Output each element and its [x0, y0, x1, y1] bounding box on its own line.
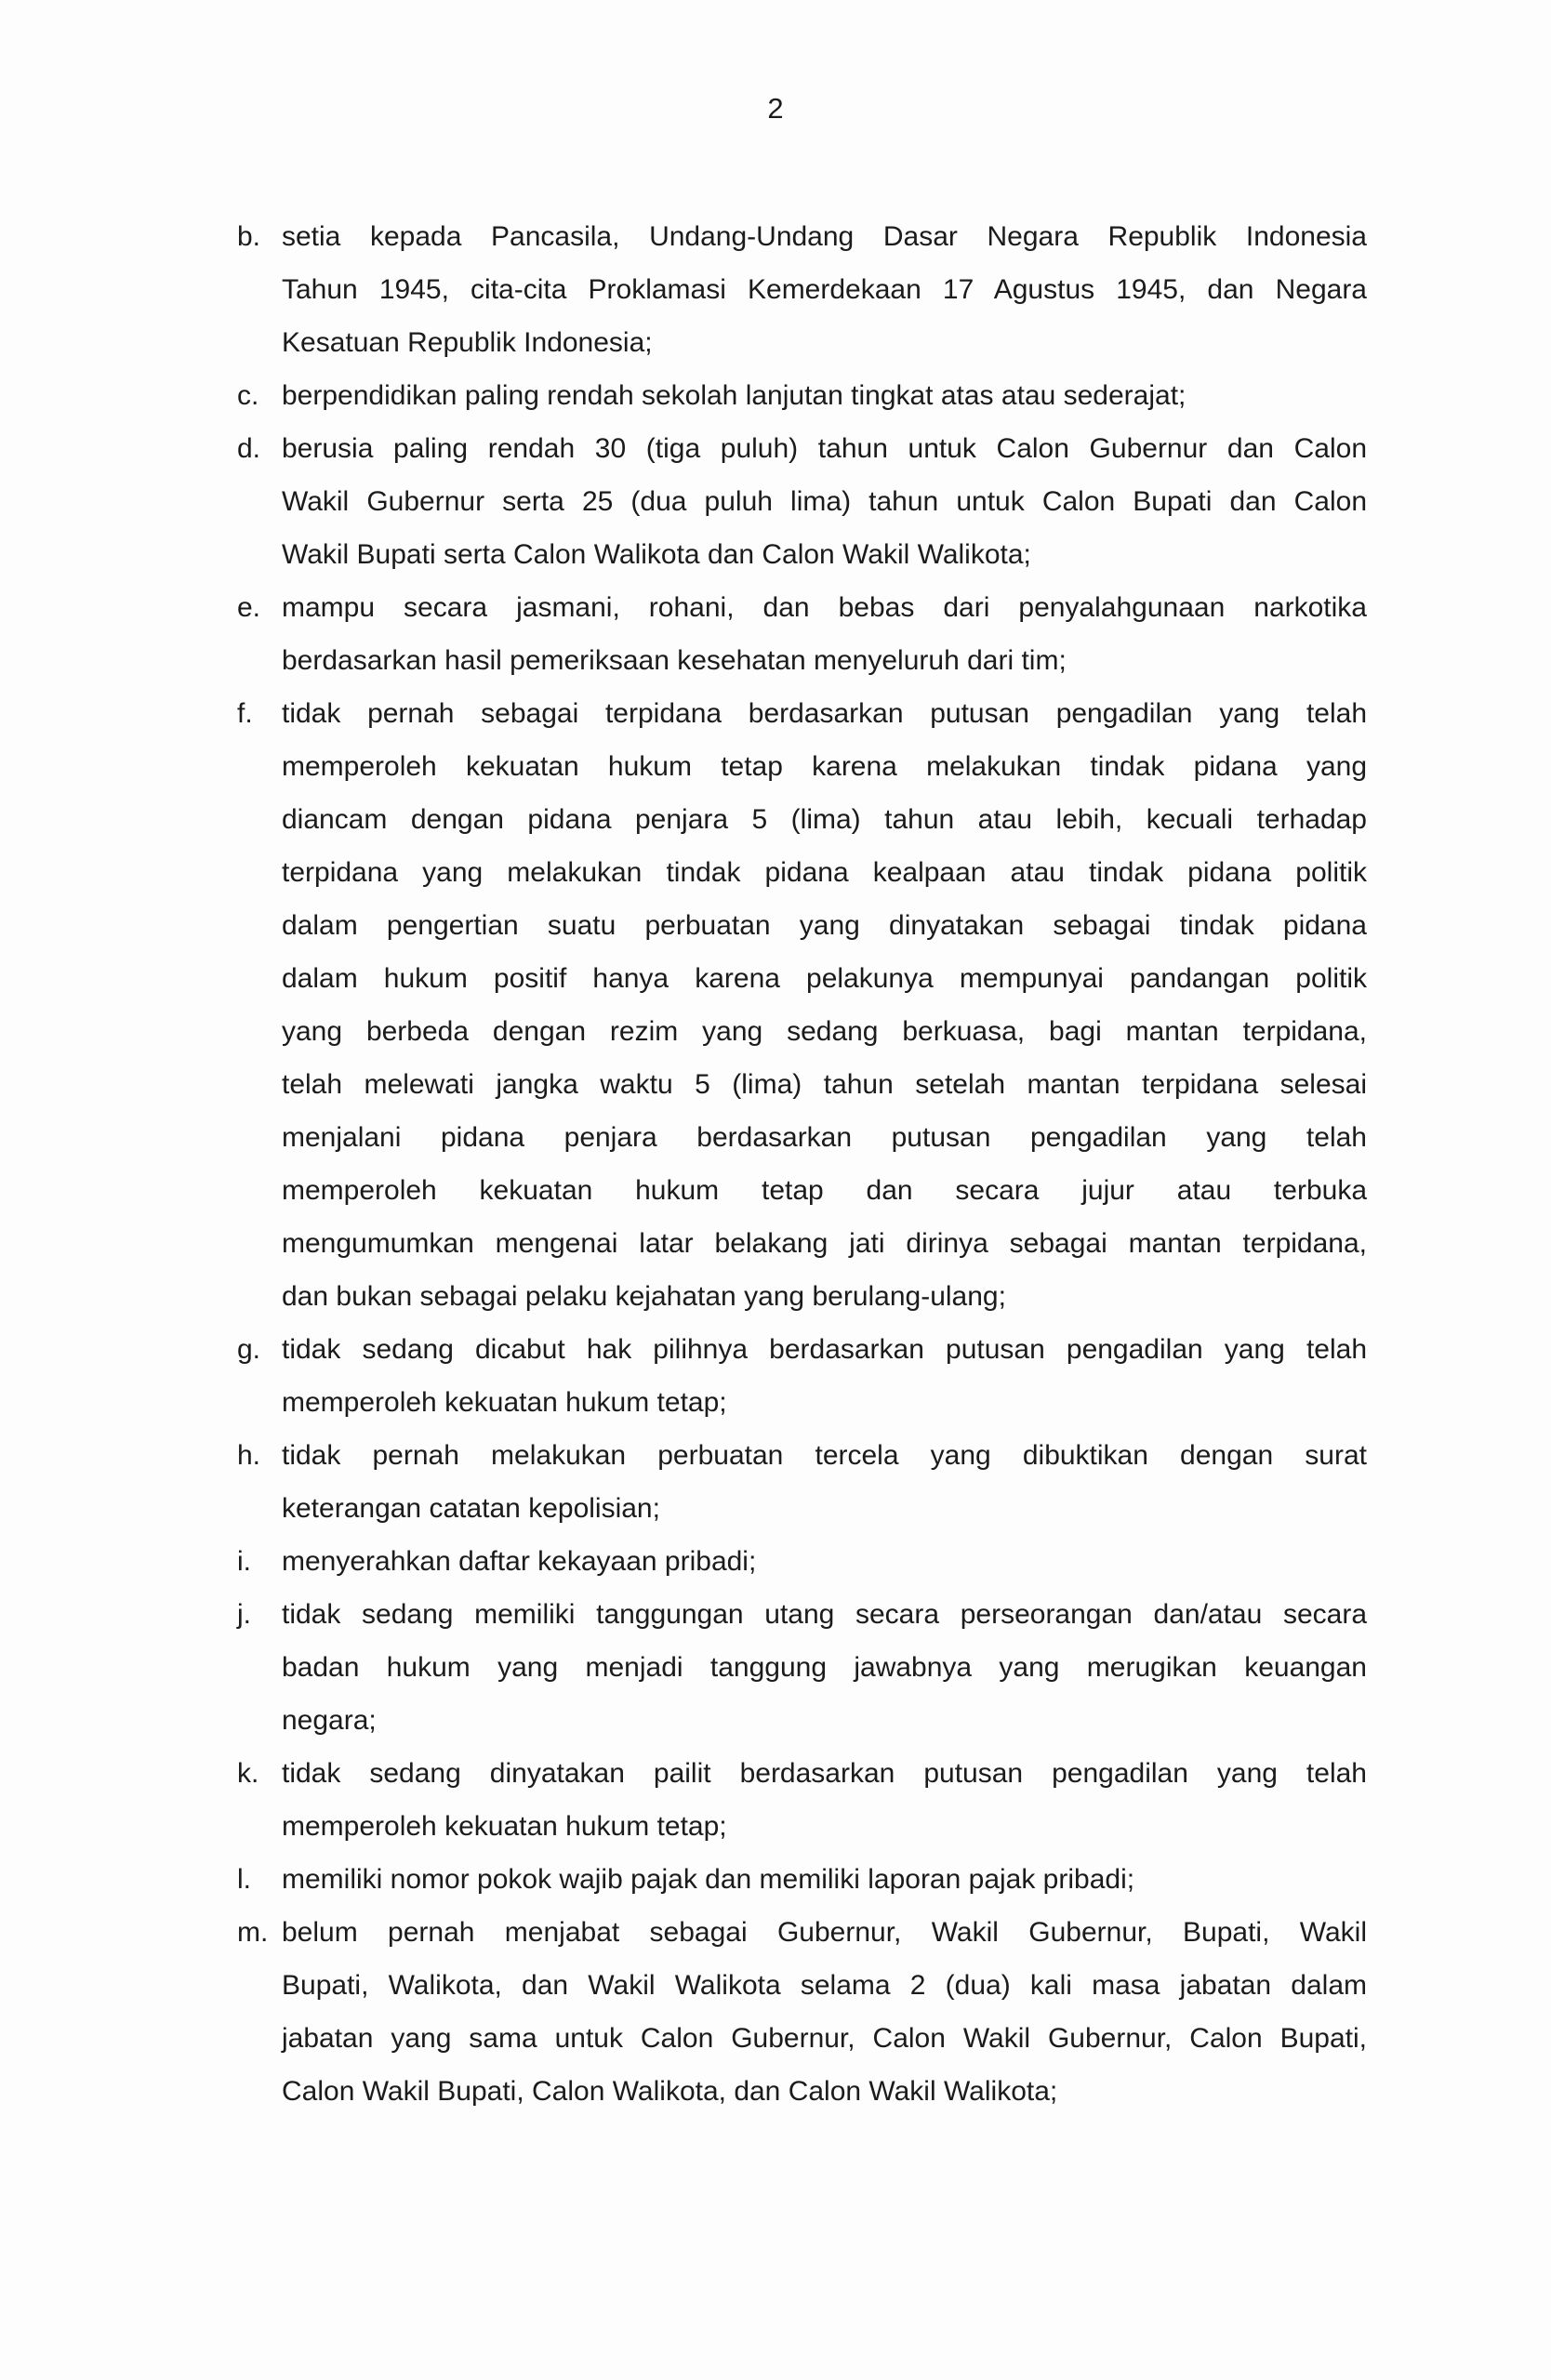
text-line: jabatan yang sama untuk Calon Gubernur, Calon Wakil Gubernur, Calon Bupati,: [282, 2023, 1367, 2054]
text-line: dalam hukum positif hanya karena pelakunya mempunyai pandangan politik: [282, 963, 1367, 994]
text-line: badan hukum yang menjadi tanggung jawabnya yang merugikan keuangan: [282, 1652, 1367, 1683]
text-line: berusia paling rendah 30 (tiga puluh) tahun untuk Calon Gubernur dan Calon: [282, 433, 1367, 464]
text-line: Kesatuan Republik Indonesia;: [282, 327, 653, 358]
list-item-marker: b.: [237, 221, 261, 252]
text-line: tidak pernah melakukan perbuatan tercela yang dibuktikan dengan surat: [282, 1440, 1367, 1471]
text-line: menjalani pidana penjara berdasarkan putusan pengadilan yang telah: [282, 1122, 1367, 1153]
text-line: Calon Wakil Bupati, Calon Walikota, dan Calon Wakil Walikota;: [282, 2076, 1058, 2107]
text-line: memperoleh kekuatan hukum tetap dan secara jujur atau terbuka: [282, 1175, 1367, 1206]
list-item: [237, 1853, 1367, 1906]
list-item: [237, 1906, 1367, 2118]
requirements-list: [237, 210, 1367, 2118]
text-line: telah melewati jangka waktu 5 (lima) tahun setelah mantan terpidana selesai: [282, 1069, 1367, 1100]
list-item-marker: g.: [237, 1334, 261, 1365]
text-line: memiliki nomor pokok wajib pajak dan memiliki laporan pajak pribadi;: [282, 1864, 1135, 1895]
text-line: memperoleh kekuatan hukum tetap;: [282, 1811, 727, 1842]
list-item-marker: k.: [237, 1758, 259, 1789]
text-line: setia kepada Pancasila, Undang-Undang Dasar Negara Republik Indonesia: [282, 221, 1367, 252]
text-line: berpendidikan paling rendah sekolah lanjutan tingkat atas atau sederajat;: [282, 380, 1186, 411]
text-line: Bupati, Walikota, dan Wakil Walikota selama 2 (dua) kali masa jabatan dalam: [282, 1970, 1367, 2001]
list-item-marker: f.: [237, 698, 253, 729]
text-line: diancam dengan pidana penjara 5 (lima) tahun atau lebih, kecuali terhadap: [282, 804, 1367, 835]
text-line: memperoleh kekuatan hukum tetap;: [282, 1387, 727, 1418]
list-item: [237, 210, 1367, 369]
list-item: [237, 1535, 1367, 1588]
text-line: belum pernah menjabat sebagai Gubernur, Wakil Gubernur, Bupati, Wakil: [282, 1917, 1367, 1948]
text-line: negara;: [282, 1705, 377, 1736]
text-line: memperoleh kekuatan hukum tetap karena melakukan tindak pidana yang: [282, 751, 1367, 782]
text-line: Wakil Gubernur serta 25 (dua puluh lima) tahun untuk Calon Bupati dan Calon: [282, 486, 1367, 517]
list-item-marker: j.: [237, 1599, 251, 1630]
text-line: Wakil Bupati serta Calon Walikota dan Calon Wakil Walikota;: [282, 539, 1031, 570]
list-item: [237, 581, 1367, 687]
list-item-marker: m.: [237, 1917, 269, 1948]
text-line: berdasarkan hasil pemeriksaan kesehatan menyeluruh dari tim;: [282, 645, 1067, 676]
text-line: menyerahkan daftar kekayaan pribadi;: [282, 1546, 757, 1577]
text-line: dalam pengertian suatu perbuatan yang dinyatakan sebagai tindak pidana: [282, 910, 1367, 941]
list-item: [237, 1429, 1367, 1535]
text-line: yang berbeda dengan rezim yang sedang berkuasa, bagi mantan terpidana,: [282, 1016, 1367, 1047]
list-item-marker: i.: [237, 1546, 251, 1577]
text-line: Tahun 1945, cita-cita Proklamasi Kemerdekaan 17 Agustus 1945, dan Negara: [282, 274, 1367, 305]
list-item: [237, 1747, 1367, 1853]
list-item-marker: d.: [237, 433, 261, 464]
list-item-marker: c.: [237, 380, 259, 411]
list-item: [237, 687, 1367, 1323]
text-line: dan bukan sebagai pelaku kejahatan yang berulang-ulang;: [282, 1281, 1006, 1312]
list-item: [237, 1323, 1367, 1429]
text-line: tidak sedang memiliki tanggungan utang secara perseorangan dan/atau secara: [282, 1599, 1367, 1630]
list-item-marker: e.: [237, 592, 261, 623]
text-line: tidak sedang dicabut hak pilihnya berdasarkan putusan pengadilan yang telah: [282, 1334, 1367, 1365]
text-line: mengumumkan mengenai latar belakang jati dirinya sebagai mantan terpidana,: [282, 1228, 1367, 1259]
text-line: tidak sedang dinyatakan pailit berdasarkan putusan pengadilan yang telah: [282, 1758, 1367, 1789]
list-item-marker: h.: [237, 1440, 261, 1471]
page-number: 2: [767, 92, 784, 125]
list-item: [237, 369, 1367, 422]
text-line: terpidana yang melakukan tindak pidana kealpaan atau tindak pidana politik: [282, 857, 1367, 888]
list-item-marker: l.: [237, 1864, 251, 1895]
list-item: [237, 1588, 1367, 1747]
text-line: keterangan catatan kepolisian;: [282, 1493, 660, 1524]
list-item: [237, 422, 1367, 581]
text-line: mampu secara jasmani, rohani, dan bebas dari penyalahgunaan narkotika: [282, 592, 1367, 623]
text-line: tidak pernah sebagai terpidana berdasarkan putusan pengadilan yang telah: [282, 698, 1367, 729]
